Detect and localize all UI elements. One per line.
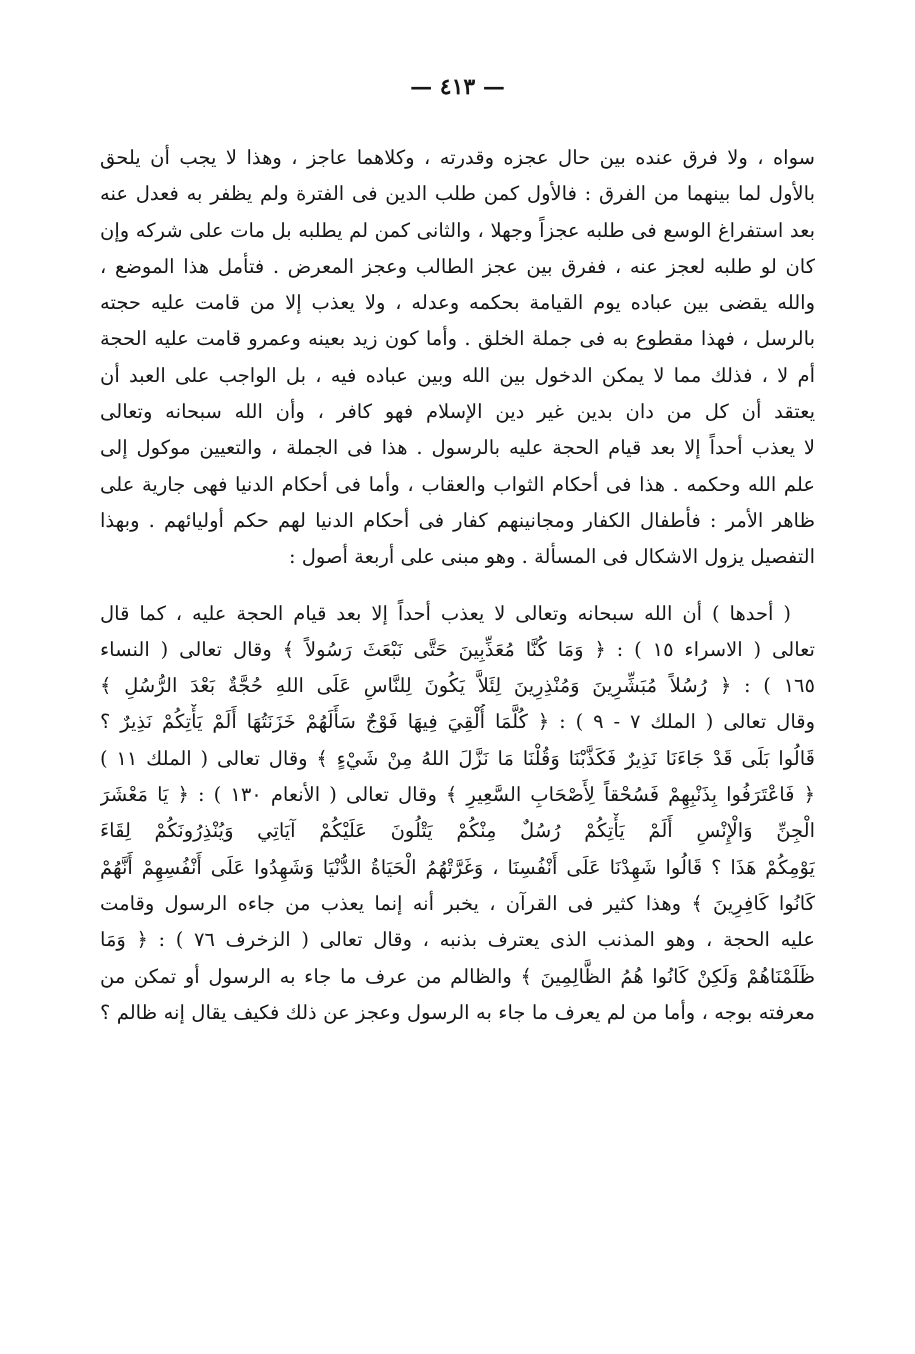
page-text <box>100 140 815 1031</box>
text-line: ظَلَمْنَاهُمْ وَلَكِنْ كَانُوا هُمُ الظَّالِمِينَ ﴾ والظالم من عرف ما جاء به الرسول أو تمكن من <box>100 964 815 988</box>
text-line: الْجِنِّ وَالْإِنْسِ أَلَمْ يَأْتِكُمْ رُسُلٌ مِنْكُمْ يَتْلُونَ عَلَيْكُمْ آيَاتِي وَيُنْذِرُونَكُمْ لِقَاءَ <box>100 819 815 843</box>
text-line: علم الله وحكمه . هذا فى أحكام الثواب والعقاب ، وأما فى أحكام الدنيا فهى جارية على <box>100 472 815 496</box>
paragraph <box>100 140 815 576</box>
text-line: لا يعذب أحداً إلا بعد قيام الحجة عليه بالرسول . هذا فى الجملة ، والتعيين موكول إلى <box>100 436 815 460</box>
text-line: أم لا ، فذلك مما لا يمكن الدخول بين الله وبين عباده فيه ، بل الواجب على العبد أن <box>100 363 815 387</box>
paragraph-gap <box>100 576 815 596</box>
text-line: عليه الحجة ، وهو المذنب الذى يعترف بذنبه ، وقال تعالى ( الزخرف ٧٦ ) : ﴿ وَمَا <box>100 928 815 952</box>
text-line: بعد استفراغ الوسع فى طلبه عجزاً وجهلا ، والثانى كمن لم يطلبه بل مات على شركه وإن <box>100 218 815 242</box>
text-line: قَالُوا بَلَى قَدْ جَاءَنَا نَذِيرٌ فَكَذَّبْنَا وَقُلْنَا مَا نَزَّلَ اللهُ مِنْ شَيْءٍ ﴾ وقال تعالى ( الملك ١١ ) <box>100 746 815 770</box>
text-line: والله يقضى بين عباده يوم القيامة بحكمه وعدله ، ولا يعذب إلا من قامت عليه حجته <box>100 291 815 315</box>
text-line: كان لو طلبه لعجز عنه ، ففرق بين عجز الطالب وعجز المعرض . فتأمل هذا الموضع ، <box>100 254 815 278</box>
text-line: ( أحدها ) أن الله سبحانه وتعالى لا يعذب أحداً إلا بعد قيام الحجة عليه ، كما قال <box>100 601 791 625</box>
text-line: كَانُوا كَافِرِينَ ﴾ وهذا كثير فى القرآن ، يخبر أنه إنما يعذب من جاءه الرسول وقامت <box>100 891 815 915</box>
text-line: التفصيل يزول الاشكال فى المسألة . وهو مبنى على أربعة أصول : <box>288 545 815 569</box>
text-line: بالرسل ، فهذا مقطوع به فى جملة الخلق . وأما كون زيد بعينه وعمرو قامت عليه الحجة <box>100 327 815 351</box>
text-line: يعتقد أن كل من دان بدين غير دين الإسلام فهو كافر ، وأن الله سبحانه وتعالى <box>100 400 815 424</box>
text-line: يَوْمِكُمْ هَذَا ؟ قَالُوا شَهِدْنَا عَلَى أَنْفُسِنَا ، وَغَرَّتْهُمُ الْحَيَاةُ الدُّنْيَا وَشَهِدُوا عَلَى أَنْفُسِهِمْ أَنَّهُمْ <box>100 855 815 879</box>
text-line: تعالى ( الاسراء ١٥ ) : ﴿ وَمَا كُنَّا مُعَذِّبِينَ حَتَّى نَبْعَثَ رَسُولاً ﴾ وقال تعالى ( النساء <box>100 637 815 661</box>
text-line: سواه ، ولا فرق عنده بين حال عجزه وقدرته ، وكلاهما عاجز ، وهذا لا يجب أن يلحق <box>100 146 815 169</box>
text-line: وقال تعالى ( الملك ٧ - ٩ ) : ﴿ كُلَّمَا أُلْقِيَ فِيهَا فَوْجٌ سَأَلَهُمْ خَزَنَتُهَا أَلَمْ يَأْتِكُمْ نَذِيرٌ ؟ <box>100 710 815 734</box>
text-line: بالأول لما بينهما من الفرق : فالأول كمن طلب الدين فى الفترة ولم يظفر به فعدل عنه <box>100 182 815 206</box>
text-line: ﴿ فَاعْتَرَفُوا بِذَنْبِهِمْ فَسُحْقاً لِأَصْحَابِ السَّعِيرِ ﴾ وقال تعالى ( الأنعام ١٣٠ ) : ﴿ يَا مَعْشَرَ <box>100 783 815 807</box>
text-line: ١٦٥ ) : ﴿ رُسُلاً مُبَشِّرِينَ وَمُنْذِرِينَ لِئَلاَّ يَكُونَ لِلنَّاسِ عَلَى اللهِ حُجَّةٌ بَعْدَ الرُّسُلِ ﴾ <box>100 674 815 698</box>
text-line: معرفته بوجه ، وأما من لم يعرف ما جاء به الرسول وعجز عن ذلك فكيف يقال إنه ظالم ؟ <box>100 1000 815 1024</box>
text-line: ظاهر الأمر : فأطفال الكفار ومجانينهم كفار فى أحكام الدنيا لهم حكم أوليائهم . وبهذا <box>100 508 815 532</box>
paragraph <box>100 596 815 1032</box>
page-number: — ٤١٣ — <box>410 74 505 100</box>
